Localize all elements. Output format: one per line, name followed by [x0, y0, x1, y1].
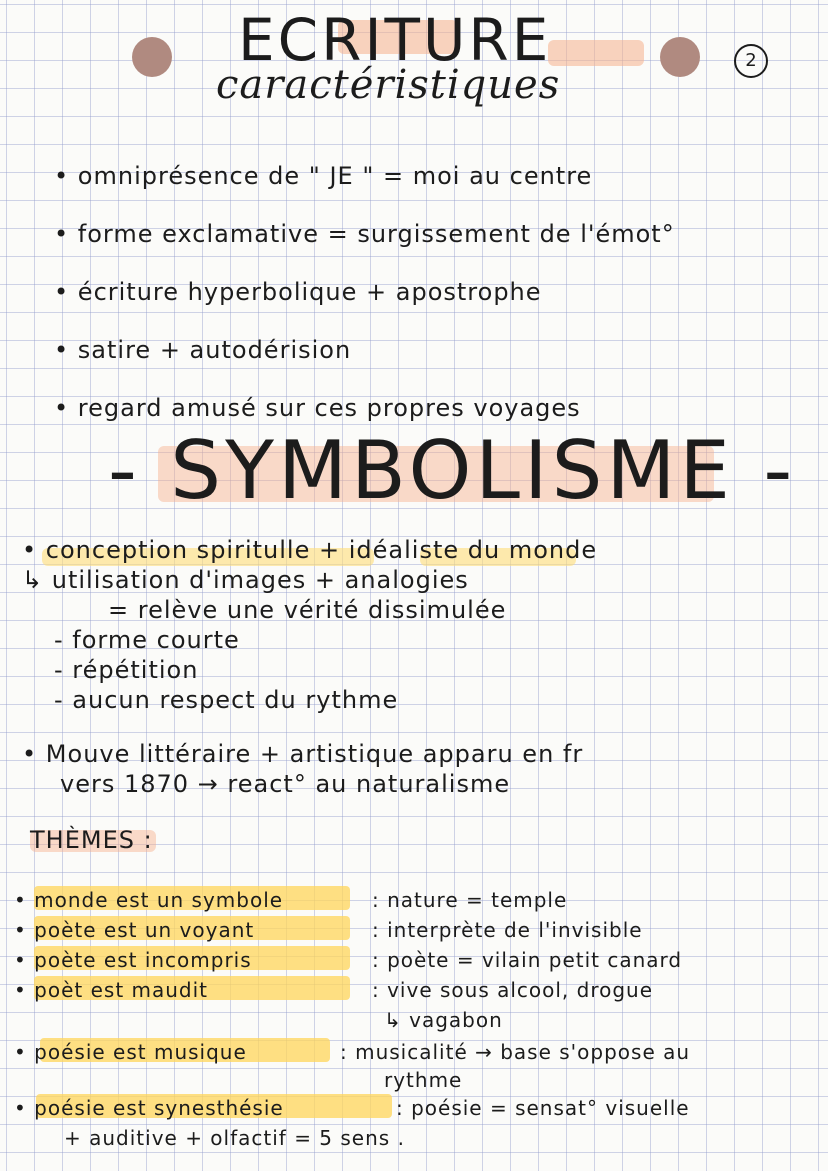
theme-left: poèt est maudit — [34, 978, 209, 1002]
bullet-dot: • — [22, 536, 38, 564]
bullet-dot: • — [14, 978, 27, 1002]
dash-item-forme: - forme courte — [54, 626, 240, 654]
list-item-text: omniprésence de " JE " = moi au centre — [77, 162, 593, 190]
bullet-dot: • — [14, 918, 27, 942]
list-item — [54, 278, 542, 306]
conception-text-b: + idéaliste — [319, 536, 460, 564]
page-number-badge: 2 — [734, 44, 768, 78]
bullet-dot: • — [14, 888, 27, 912]
theme-left: poésie est synesthésie — [34, 1096, 284, 1120]
rythme-line: rythme — [384, 1068, 463, 1092]
conception-text-c: du monde — [467, 536, 598, 564]
bullet-dot: • — [54, 220, 70, 248]
theme-right: : poésie = sensat° visuelle — [396, 1096, 690, 1120]
list-item — [54, 162, 592, 190]
theme-row — [14, 888, 283, 912]
conception-text-a: conception spiritulle — [45, 536, 311, 564]
page-title: ECRITURE — [238, 6, 552, 74]
list-item-text: écriture hyperbolique + apostrophe — [77, 278, 542, 306]
conception-line — [22, 536, 597, 564]
theme-left: poète est incompris — [34, 948, 252, 972]
list-item — [54, 336, 351, 364]
list-item — [54, 394, 581, 422]
releve-line: = relève une vérité dissimulée — [108, 596, 507, 624]
binder-hole-left — [132, 37, 172, 77]
theme-right: : musicalité → base s'oppose au — [340, 1040, 691, 1064]
list-item-text: satire + autodérision — [77, 336, 352, 364]
mouvement-line-1 — [22, 740, 583, 768]
list-item-text: regard amusé sur ces propres voyages — [77, 394, 581, 422]
dash-item-repetition: - répétition — [54, 656, 199, 684]
theme-right: : poète = vilain petit canard — [372, 948, 683, 972]
theme-left: poète est un voyant — [34, 918, 255, 942]
bullet-dot: • — [14, 948, 27, 972]
theme-left: monde est un symbole — [34, 888, 284, 912]
bullet-dot: • — [54, 162, 70, 190]
mouvement-line-2: vers 1870 → react° au naturalisme — [60, 770, 511, 798]
theme-row — [14, 948, 252, 972]
theme-right: : nature = temple — [372, 888, 568, 912]
theme-right: : interprète de l'invisible — [372, 918, 643, 942]
utilisation-line: ↳ utilisation d'images + analogies — [22, 566, 469, 594]
themes-label: THÈMES : — [30, 826, 153, 854]
list-item-text: forme exclamative = surgissement de l'émot° — [77, 220, 675, 248]
list-item — [54, 220, 675, 248]
theme-right: : vive sous alcool, drogue — [372, 978, 654, 1002]
bullet-dot: • — [54, 336, 70, 364]
dash-item-rythme: - aucun respect du rythme — [54, 686, 399, 714]
binder-hole-right — [660, 37, 700, 77]
theme-row — [14, 978, 208, 1002]
bullet-dot: • — [14, 1096, 27, 1120]
theme-row — [14, 918, 254, 942]
last-line: + auditive + olfactif = 5 sens . — [64, 1126, 405, 1150]
page-subtitle: caractéristiques — [216, 62, 561, 108]
bullet-dot: • — [54, 278, 70, 306]
vagabon-line: ↳ vagabon — [384, 1008, 503, 1032]
bullet-dot: • — [14, 1040, 27, 1064]
theme-row — [14, 1040, 247, 1064]
theme-left: poésie est musique — [34, 1040, 247, 1064]
title-highlight-2 — [548, 40, 644, 66]
mouvement-text: Mouve littéraire + artistique apparu en fr — [45, 740, 584, 768]
bullet-dot: • — [54, 394, 70, 422]
bullet-dot: • — [22, 740, 38, 768]
theme-row — [14, 1096, 284, 1120]
section-heading: - SYMBOLISME - — [108, 424, 797, 517]
